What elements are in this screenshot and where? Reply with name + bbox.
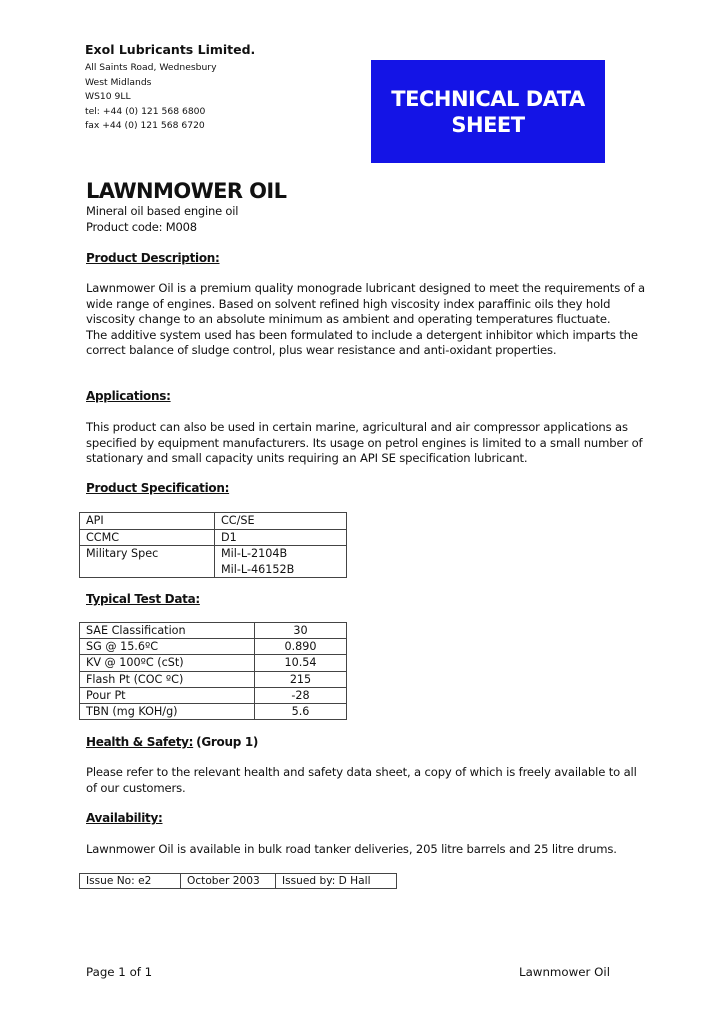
- health-safety-text: Please refer to the relevant health and safety data sheet, a copy of which is freely available to all of our customers.: [86, 765, 637, 795]
- product-specification-heading: Product Specification:: [86, 481, 230, 495]
- product-specification-table: [79, 512, 347, 578]
- test-value: 30: [255, 623, 347, 639]
- availability-heading: Availability:: [86, 811, 163, 825]
- technical-data-sheet-banner: [371, 60, 605, 163]
- banner-line-2: SHEET: [451, 112, 525, 137]
- typical-test-data-heading: Typical Test Data:: [86, 592, 200, 606]
- health-safety-group: (Group 1): [196, 735, 259, 749]
- table-row: [80, 639, 347, 655]
- page-number: Page 1 of 1: [86, 965, 153, 979]
- spec-value: Mil-L-2104B: [221, 547, 288, 560]
- company-name: Exol Lubricants Limited.: [85, 42, 256, 57]
- table-row: [80, 623, 347, 639]
- table-row: [80, 513, 347, 530]
- product-type: Mineral oil based engine oil: [86, 204, 239, 218]
- product-description-heading: Product Description:: [86, 251, 220, 265]
- telephone: tel: +44 (0) 121 568 6800: [85, 105, 206, 117]
- applications-text: This product can also be used in certain marine, agricultural and air compressor applications as specified by equipment manufacturers. Its usage on petrol engines is limited to a small number of stationary and small capacity units requiring an API SE specification lubricant.: [86, 420, 643, 466]
- product-code: Product code: M008: [86, 219, 197, 234]
- spec-label: API: [80, 513, 215, 530]
- description-paragraph-1: Lawnmower Oil is a premium quality monograde lubricant designed to meet the requirements of a wide range of engines. Based on solvent refined high viscosity index paraffinic oils they hold viscosity change to an absolute minimum as ambient and operating temperatures fluctuate.: [86, 281, 645, 327]
- table-row: [80, 704, 347, 720]
- test-label: SG @ 15.6ºC: [80, 639, 255, 655]
- table-row: [80, 671, 347, 687]
- test-label: Pour Pt: [80, 687, 255, 703]
- test-value: -28: [255, 687, 347, 703]
- product-description-text: [86, 281, 646, 359]
- typical-test-data-table: [79, 622, 347, 720]
- test-value: 215: [255, 671, 347, 687]
- health-safety-heading: [86, 735, 258, 749]
- table-row: [80, 529, 347, 546]
- test-value: 0.890: [255, 639, 347, 655]
- footer-document-name: Lawnmower Oil: [519, 965, 610, 979]
- issue-info-table: [79, 873, 397, 889]
- availability-text: Lawnmower Oil is available in bulk road tanker deliveries, 205 litre barrels and 25 litre drums.: [86, 842, 617, 856]
- company-address-block: [85, 42, 345, 134]
- spec-value: CC/SE: [215, 513, 347, 530]
- applications-heading: Applications:: [86, 389, 171, 403]
- issue-date: October 2003: [181, 874, 276, 889]
- spec-value: D1: [215, 529, 347, 546]
- product-subtitle-block: [86, 204, 238, 235]
- address-line-2: West Midlands: [85, 76, 152, 88]
- fax: fax +44 (0) 121 568 6720: [85, 120, 205, 132]
- table-row: [80, 546, 347, 578]
- spec-value: Mil-L-46152B: [221, 562, 295, 576]
- issued-by: Issued by: D Hall: [276, 874, 397, 889]
- table-row: [80, 655, 347, 671]
- table-row: [80, 687, 347, 703]
- issue-number: Issue No: e2: [80, 874, 181, 889]
- test-label: KV @ 100ºC (cSt): [80, 655, 255, 671]
- health-safety-title: Health & Safety:: [86, 735, 194, 749]
- table-row: [80, 874, 397, 889]
- address-line-1: All Saints Road, Wednesbury: [85, 62, 217, 73]
- test-label: TBN (mg KOH/g): [80, 704, 255, 720]
- spec-value-cell: [215, 546, 347, 578]
- test-label: Flash Pt (COC ºC): [80, 671, 255, 687]
- test-value: 5.6: [255, 704, 347, 720]
- spec-label: Military Spec: [80, 546, 215, 578]
- description-paragraph-2: The additive system used has been formulated to include a detergent inhibitor which imparts the correct balance of sludge control, plus wear resistance and anti-oxidant properties.: [86, 327, 638, 358]
- spec-label: CCMC: [80, 529, 215, 546]
- test-label: SAE Classification: [80, 623, 255, 639]
- test-value: 10.54: [255, 655, 347, 671]
- product-title: LAWNMOWER OIL: [86, 179, 287, 203]
- postcode: WS10 9LL: [85, 91, 131, 103]
- banner-line-1: TECHNICAL DATA: [391, 86, 585, 111]
